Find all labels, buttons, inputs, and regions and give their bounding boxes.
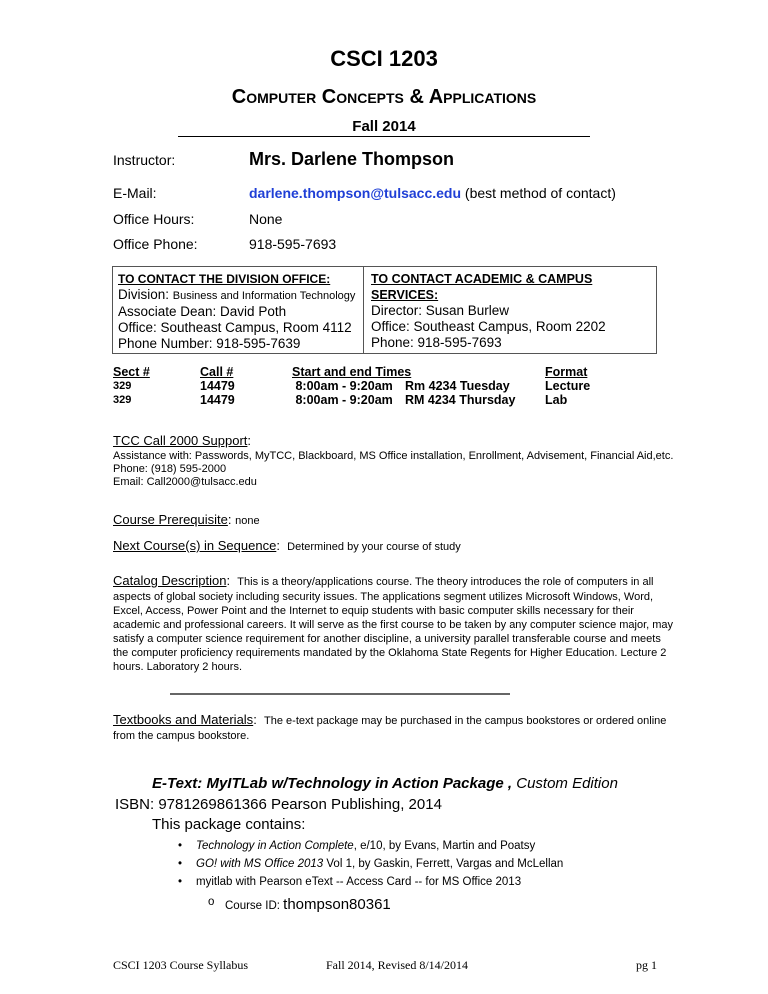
heading: Next Course(s) in Sequence	[113, 538, 277, 553]
cell: 329	[113, 380, 132, 392]
course-id: o Course ID: thompson80361	[208, 896, 391, 913]
footer-center: Fall 2014, Revised 8/14/2014	[326, 958, 468, 972]
office-phone-row	[113, 236, 337, 252]
value: Determined by your course of study	[287, 541, 461, 553]
header: Start and end Times	[292, 365, 412, 379]
cell: 8:00am - 9:20am	[295, 393, 393, 407]
email-link[interactable]: darlene.thompson@tulsacc.edu	[249, 185, 462, 201]
header: Sect #	[113, 365, 150, 379]
term: Fall 2014	[352, 118, 416, 135]
cell: Lab	[545, 393, 568, 407]
office: Office: Southeast Campus, Room 4112	[118, 320, 352, 335]
schedule-format-col	[545, 365, 590, 407]
heading: Catalog Description	[113, 573, 227, 588]
cell: 8:00am - 9:20am	[295, 379, 393, 393]
course-title: Computer Concepts & Applications	[231, 86, 537, 108]
value: None	[249, 211, 283, 227]
campus-services	[371, 271, 651, 351]
value: none	[235, 515, 260, 527]
schedule-call-col	[200, 365, 235, 407]
cell: RM 4234 Thursday	[405, 393, 516, 407]
heading: TO CONTACT ACADEMIC & CAMPUS SERVICES:	[371, 272, 593, 302]
detail: , e/10, by Evans, Martin and Poatsy	[353, 840, 536, 852]
title: GO! with MS Office 2013	[196, 858, 324, 870]
cell: 14479	[200, 393, 235, 407]
support-section: TCC Call 2000 Support: Assistance with: Passwords, MyTCC, Blackboard, MS Office installation, Enrollment, Advisement, Financial Aid,etc. Phone: (918) 595-2000 Email: Call2000@tulsacc.edu	[113, 433, 723, 489]
label: Course ID:	[225, 900, 280, 912]
list-item	[196, 858, 563, 870]
email-row	[113, 185, 616, 201]
line: Phone: (918) 595-2000	[113, 463, 227, 475]
contact-box	[112, 266, 657, 354]
division-office	[118, 271, 358, 352]
label: Office Phone:	[113, 236, 198, 252]
line: Assistance with: Passwords, MyTCC, Blackboard, MS Office installation, Enrollment, Advisement, Financial Aid,etc.	[113, 450, 674, 462]
label: Office Hours:	[113, 211, 195, 227]
cell: 14479	[200, 379, 235, 393]
cell: 329	[113, 394, 132, 406]
dean: Associate Dean: David Poth	[118, 304, 287, 319]
label: Instructor:	[113, 152, 176, 168]
section-rule	[170, 693, 510, 695]
value: thompson80361	[283, 896, 391, 913]
text: from the campus bookstore.	[113, 730, 250, 742]
label: Division:	[118, 287, 170, 302]
isbn: ISBN: 9781269861366 Pearson Publishing, 2014	[115, 796, 442, 813]
catalog-section: Catalog Description: This is a theory/applications course. The theory introduces the role of computers in all aspects of global society including security issues. The applications segment utilizes Microsoft Windows, Word, Excel, Access, Power Point and the Internet to equip students with basic computer skills necessary for their academic and professional careers. It will serve as the first course to be taken by any computer science major, may satisfy a computer science requirement for another discipline, a university parallel transferable course and meets the computer proficiency requirements mandated by the Oklahoma State Regents for Higher Education. Lecture 2 hours. Laboratory 2 hours.	[113, 573, 678, 674]
instructor-name: Mrs. Darlene Thompson	[249, 149, 455, 169]
textbooks-section: Textbooks and Materials: The e-text package may be purchased in the campus bookstores or ordered online from the campus bookstore.	[113, 712, 713, 744]
footer-page: pg 1	[636, 958, 657, 972]
phone: Phone Number: 918-595-7639	[118, 336, 301, 351]
contains-label: This package contains:	[152, 816, 306, 833]
heading: Course Prerequisite	[113, 512, 228, 527]
heading: Textbooks and Materials	[113, 712, 254, 727]
title: Technology in Action Complete	[196, 840, 354, 852]
instructor-row	[113, 149, 455, 169]
header: Call #	[200, 365, 234, 379]
heading: TO CONTACT THE DIVISION OFFICE:	[118, 272, 331, 286]
detail: Vol 1, by Gaskin, Ferrett, Vargas and McLellan	[323, 858, 564, 870]
schedule-room-col	[405, 379, 515, 407]
text: This is a theory/applications course. The theory introduces the role of computers in all	[237, 576, 654, 588]
etext-title	[152, 775, 618, 792]
list-item	[196, 876, 521, 888]
heading: TCC Call 2000 Support	[113, 433, 248, 448]
detail: myitlab with Pearson eText -- Access Card -- for MS Office 2013	[196, 876, 522, 888]
value: 918-595-7693	[249, 236, 337, 252]
text: aspects of global society including security issues. The applications segment utilizes Microsoft Windows, Word, Excel, Access, Power Point and the Internet to equip students with basic computer skills necessary for their academic and professional careers. It will serve as the first course to be taken by any computer science major, may satisfy a computer science requirement for another discipline, a university parallel transferable course and meets the computer proficiency requirements mandated by the Oklahoma State Regents for Higher Education. Lecture 2 hours. Laboratory 2 hours.	[113, 591, 674, 673]
email-note: (best method of contact)	[464, 185, 616, 201]
label: E-Mail:	[113, 185, 157, 201]
phone: Phone: 918-595-7693	[371, 335, 502, 350]
office: Office: Southeast Campus, Room 2202	[371, 319, 606, 334]
line: Email: Call2000@tulsacc.edu	[113, 476, 257, 488]
prereq-section: Course Prerequisite: none	[113, 512, 260, 527]
schedule-sect-col	[113, 365, 150, 407]
divider	[363, 267, 364, 353]
director: Director: Susan Burlew	[371, 303, 510, 318]
text: The e-text package may be purchased in the campus bookstores or ordered online	[264, 715, 667, 727]
edition: Custom Edition	[516, 775, 618, 792]
etext: E-Text: MyITLab w/Technology in Action Package ,	[152, 775, 513, 792]
next-course-section: Next Course(s) in Sequence: Determined by your course of study	[113, 538, 461, 553]
value: Business and Information Technology	[172, 290, 356, 302]
list-item	[196, 840, 535, 852]
office-hours-row	[113, 211, 283, 227]
header-rule	[178, 136, 590, 137]
course-code: CSCI 1203	[330, 46, 438, 71]
schedule-time-col	[292, 365, 411, 407]
cell: Lecture	[545, 379, 591, 393]
footer-left: CSCI 1203 Course Syllabus	[113, 958, 249, 972]
header: Format	[545, 365, 588, 379]
cell: Rm 4234 Tuesday	[405, 379, 510, 393]
